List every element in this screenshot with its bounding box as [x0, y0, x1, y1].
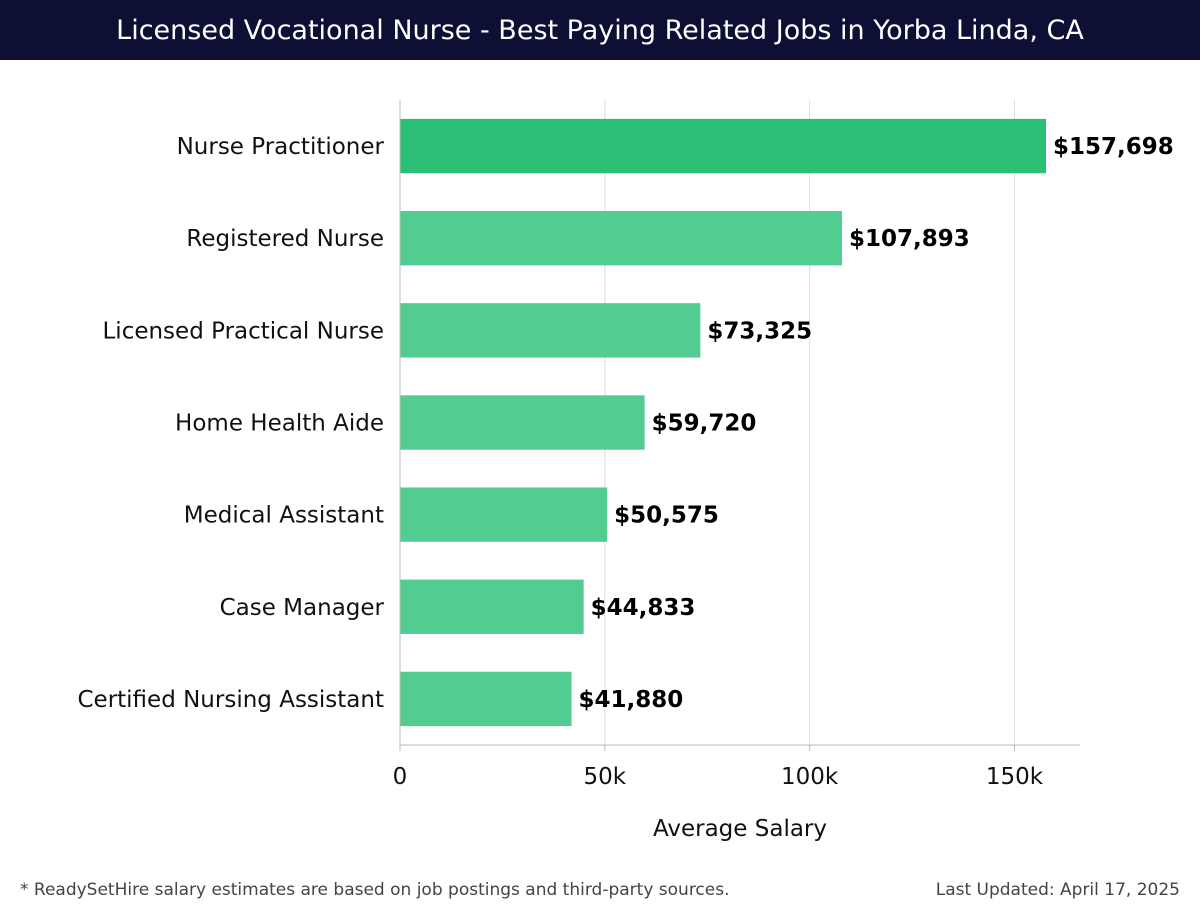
value-label: $157,698 — [1052, 134, 1174, 161]
bars — [77, 119, 1173, 726]
bar — [400, 303, 700, 357]
bar — [400, 119, 1046, 173]
category-label: Nurse Practitioner — [176, 134, 384, 161]
category-label: Case Manager — [219, 594, 384, 621]
last-updated: Last Updated: April 17, 2025 — [935, 880, 1180, 900]
category-label: Certified Nursing Assistant — [77, 686, 384, 713]
chart-title: Licensed Vocational Nurse - Best Paying Related Jobs in Yorba Linda, CA — [0, 0, 1200, 60]
value-label: $41,880 — [578, 686, 684, 713]
value-label: $59,720 — [651, 410, 757, 437]
value-label: $73,325 — [707, 318, 813, 345]
value-label: $50,575 — [614, 502, 719, 529]
bar — [400, 211, 842, 265]
bar — [400, 580, 584, 634]
x-tick-label: 150k — [985, 764, 1044, 790]
bar — [400, 672, 572, 726]
x-axis-title: Average Salary — [652, 816, 828, 842]
bar — [400, 395, 645, 449]
x-tick-label: 0 — [392, 764, 408, 790]
category-label: Home Health Aide — [175, 410, 384, 437]
x-tick-label: 50k — [583, 764, 627, 790]
bar — [400, 487, 607, 541]
footer-note: * ReadySetHire salary estimates are based on job postings and third-party sources. — [20, 880, 730, 900]
category-label: Medical Assistant — [183, 502, 384, 529]
category-label: Licensed Practical Nurse — [102, 318, 384, 345]
x-tick-label: 100k — [781, 764, 839, 790]
value-label: $44,833 — [590, 594, 696, 621]
category-label: Registered Nurse — [186, 226, 384, 253]
salary-bar-chart — [0, 60, 1200, 860]
value-label: $107,893 — [848, 226, 970, 253]
